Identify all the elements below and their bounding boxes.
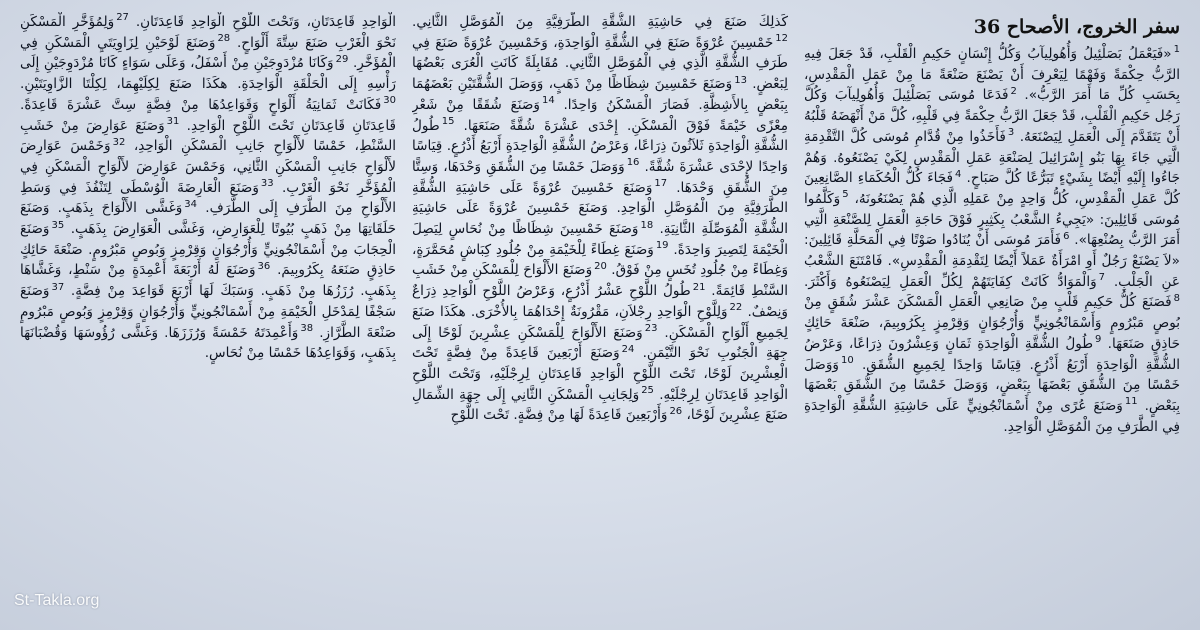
- verse-text: وَصَنَعَ الْعَارِضَةَ الْوُسْطَى لِتَنْفُذَ فِي وَسَطِ الأَلْوَاحِ مِنَ الطَّرَفِ إِلَى الطَّرَفِ.: [20, 179, 396, 217]
- column-right: [804, 12, 1180, 618]
- verse-number: 10: [840, 355, 854, 367]
- verse-text: وَغَشَّى الأَلْوَاحَ بِذَهَبٍ. وَصَنَعَ حَلَقَاتِهَا مِنْ ذَهَبٍ بُيُوتًا لِلْعَوَارِضِ، وَغَشَّى الْعَوَارِضَ بِذَهَبٍ.: [20, 200, 396, 238]
- verse-text: فَدَعَا مُوسَى بَصَلْئِيلَ وَأُهُولِيآبَ وَكُلَّ رَجُل حَكِيمِ الْقَلْبِ، قَدْ جَعَلَ الرَّبُّ حِكْمَةً فِي قَلْبِهِ، كُلَّ مَنْ أَنْهَضَهُ قَلْبُهُ أَنْ يَتَقَدَّمَ إِلَى الْعَمَلِ لِيَصْنَعَهُ.: [804, 87, 1180, 145]
- verse-number: 31: [166, 115, 180, 127]
- verse-number: 9: [1095, 334, 1102, 346]
- verse-text: وَصَنَعَ خَمْسِينَ شِظَاظًا مِنْ نُحَاسٍ لِيَصِلَ الْخَيْمَةَ لِتَصِيرَ وَاحِدَةً.: [412, 221, 788, 258]
- verse-text: فَجَاءَ كُلُّ الْحُكَمَاءِ الصَّانِعِينَ كُلَّ عَمَلِ الْمَقْدِسِ، كُلُّ وَاحِدٍ مِنْ عَمَلِهِ الَّذِي هُمْ يَصْنَعُونَهُ،: [804, 170, 1180, 207]
- site-watermark: St-Takla.org: [14, 592, 100, 609]
- verse-text: وَوَصَلَ خَمْسًا مِنَ الشُّقَقِ بَعْضَهَا بِبَعْضٍ، وَوَصَلَ خَمْسًا مِنَ الشُّقَقِ بَعْضَهَا بِبَعْضٍ.: [804, 356, 1180, 414]
- verse-text: وَصَنَعَ لَوْحَيْنِ لِزَاوِيَتَيِ الْمَسْكَنِ فِي الْمُؤَخَّرِ.: [20, 34, 396, 72]
- column-middle: [412, 12, 788, 618]
- verse-number: 7: [1098, 272, 1106, 284]
- verse-number: 17: [654, 178, 668, 190]
- verse-number: 2: [1010, 85, 1017, 97]
- verse-number: 8: [1173, 292, 1180, 304]
- verse-number: 27: [116, 12, 129, 24]
- verse-text: وَأَعْمِدَتَهُ خَمْسَةً وَرُزَزَهَا. وَغَشَّى رُؤُوسَهَا وَقُضْبَانَهَا بِذَهَبٍ، وَقَوَاعِدُهَا خَمْسًا مِنْ نُحَاسٍ.: [20, 324, 396, 362]
- verse: [804, 398, 1180, 435]
- verse-text: «فَيَعْمَلُ بَصَلْئِيلُ وَأُهُولِيآبُ وَكُلُّ إِنْسَانٍ حَكِيمِ الْقَلْبِ، قَدْ جَعَلَ فِيهِ الرَّبُّ حِكْمَةً وَفَهْمًا لِيَعْرِفَ أَنْ يَصْنَعَ صَنْعَةً مَا مِنْ عَمَلِ الْمَقْدِسِ، بِحَسَبِ كُلِّ مَا أَمَرَ الرَّبُّ».: [804, 46, 1180, 104]
- verse-number: 28: [217, 33, 231, 45]
- verse-text: طُولُ الشُّقَّةِ الْوَاحِدَةِ ثَمَانٍ وَعِشْرُونَ ذِرَاعًا، وَعَرْضُ الشُّقَّةِ الْوَاحِدَةِ أَرْبَعُ أَذْرُعٍ. قِيَاسًا وَاحِدًا لِجَمِيعِ الشُّقَقِ.: [804, 335, 1180, 373]
- verse-number: 20: [594, 260, 607, 272]
- text-columns: [20, 12, 1180, 618]
- verse-number: 21: [692, 281, 706, 293]
- verse-number: 26: [669, 405, 683, 417]
- verse-number: 29: [335, 53, 349, 65]
- verse-text: وَخَمْسَ عَوَارِضَ لأَلْوَاحِ جَانِبِ الْمَسْكَنِ الثَّانِي، وَخَمْسَ عَوَارِضَ لأَلْوَاحِ الْمَسْكَنِ فِي الْمُؤَخَّرِ نَحْوَ الْغَرْبِ.: [20, 138, 396, 196]
- verse-text: وَوَصَلَ خَمْسًا مِنَ الشُّقَقِ وَحْدَهَا، وَسِتًّا مِنَ الشُّقَقِ وَحْدَهَا.: [412, 158, 788, 196]
- verse-text: وَكَانَا مُزْدَوِجَيْنِ مِنْ أَسْفَلُ، وَعَلَى سَوَاءٍ كَانَا مُزْدَوِجَيْنِ إِلَى رَأْسِهِ إِلَى الْحَلْقَةِ الْوَاحِدَةِ. هكَذَا صَنَعَ لِكِلَيْهِمَا، لِكِلْتَا الزَّاوِيَتَيْنِ.: [20, 55, 396, 93]
- verse-text: وَصَنَعَ غِطَاءً لِلْخَيْمَةِ مِنْ جُلُودِ كِبَاشٍ مُحَمَّرَةٍ، وَغِطَاءً مِنْ جُلُودِ تُخَسٍ مِنْ فَوْقُ.: [412, 241, 788, 279]
- verse-text: وَلِلَّوْحِ الْوَاحِدِ رِجْلاَنِ، مَقْرُونَةٌ إِحْدَاهُمَا بِالأُخْرَى. هكَذَا صَنَعَ لِجَمِيعِ أَلْوَاحِ الْمَسْكَنِ.: [412, 303, 788, 341]
- verse-number: 16: [626, 157, 640, 169]
- verse-number: 18: [640, 219, 654, 231]
- verse-number: 33: [260, 178, 274, 190]
- verse-number: 35: [51, 219, 65, 231]
- verse-text: طُولُ اللَّوْحِ عَشْرُ أَذْرُعٍ، وَعَرْضُ اللَّوْحِ الْوَاحِدِ ذِرَاعٌ وَنِصْفٌ.: [412, 283, 788, 320]
- verse-text: وَصَنَعَ سَجْفًا لِمَدْخَلِ الْخَيْمَةِ مِنْ أَسْمَانْجُونِيٍّ وَأُرْجُوَانٍ وَقِرْمِزٍ وَبُوصٍ مَبْرُومٍ صَنْعَةَ الطَّرَّازِ.: [20, 283, 396, 341]
- verse: [412, 14, 788, 30]
- verse-number: 38: [300, 323, 314, 335]
- verse-number: 4: [955, 168, 962, 180]
- verse-text: وَصَنَعَ الْحِجَابَ مِنْ أَسْمَانْجُونِيٍّ وَأُرْجُوَانٍ وَقِرْمِزٍ وَبُوصٍ مَبْرُومٍ. صَنْعَةَ حَائِكٍ حَاذِقٍ صَنَعَهُ بِكَرُوبِيمَ.: [20, 221, 396, 279]
- verse-text: وَصَنَعَ عَوَارِضَ مِنْ خَشَبِ السَّنْطِ، خَمْسًا لأَلْوَاحِ جَانِبِ الْمَسْكَنِ الْوَاحِدِ،: [20, 117, 396, 155]
- verse-text: فَكَانَتْ ثَمَانِيَةُ أَلْوَاحٍ وَقَوَاعِدُهَا مِنْ فِضَّةٍ سِتَّ عَشْرَةَ قَاعِدَةً. قَاعِدَتَانِ قَاعِدَتَانِ تَحْتَ اللَّوْحِ الْوَاحِدِ.: [20, 96, 396, 134]
- verse-number: 19: [655, 240, 669, 252]
- verse-text: طُولُ الشُّقَّةِ الْوَاحِدَةِ ثَلاَثُونَ ذِرَاعًا، وَعَرْضُ الشُّقَّةِ الْوَاحِدَةِ أَرْبَعُ أَذْرُعٍ. قِيَاسًا وَاحِدًا لإِحْدَى عَشْرَةَ شُقَّةً.: [412, 117, 788, 175]
- verse: [451, 407, 683, 423]
- verse-text: خَمْسِينَ عُرْوَةً صَنَعَ فِي الشُّقَّةِ الْوَاحِدَةِ، وَخَمْسِينَ عُرْوَةً صَنَعَ فِي طَرَفِ الشُّقَّةِ الَّذِي فِي الْمُوَصَّلِ الثَّانِي. مُقَابِلَةً كَانَتِ الْعُرَى بَعْضُهَا لِبَعْضٍ.: [412, 34, 788, 93]
- verse-text: وَصَنَعَ الأَلْوَاحَ لِلْمَسْكَنِ مِنْ خَشَبِ السَّنْطِ قَائِمَةً.: [412, 262, 788, 300]
- verse-text: وَلِجَانِبِ الْمَسْكَنِ الثَّانِي إِلَى جِهَةِ الشِّمَالِ صَنَعَ عِشْرِينَ لَوْحًا،: [412, 386, 788, 424]
- verse-number: 14: [541, 95, 555, 107]
- verse-text: وَصَنَعَ خَمْسِينَ عُرْوَةً عَلَى حَاشِيَةِ الشُّقَّةِ الطَّرَفِيَّةِ مِنَ الْمُوَصَّلِ الْوَاحِدِ. وَصَنَعَ خَمْسِينَ عُرْوَةً عَلَى حَاشِيَةِ الشُّقَّةِ الْمُوَصِّلَةِ الثَّانِيَةِ.: [412, 179, 788, 238]
- verse-text: فَأَمَرَ مُوسَى أَنْ يُنَادُوا صَوْتًا فِي الْمَحَلَّةِ قَائِلِينَ: «لاَ يَصْنَعْ رَجُلٌ أَوِ امْرَأَةٌ عَمَلاً أَيْضًا لِتَقْدِمَةِ الْمَقْدِسِ». فَامْتَنَعَ الشَّعْبُ عَنِ الْجَلْبِ.: [804, 232, 1180, 290]
- verse-text: وَصَنَعَ لَهُ أَرْبَعَةَ أَعْمِدَةٍ مِنْ سَنْطٍ، وَغَشَّاهَا بِذَهَبٍ. رُزَزُهَا مِنْ ذَهَبٍ. وَسَبَكَ لَهَا أَرْبَعَ قَوَاعِدَ مِنْ فِضَّةٍ.: [20, 262, 396, 300]
- verse-text: وَصَنَعَ عُرًى مِنْ أَسْمَانْجُونِيٍّ عَلَى حَاشِيَةِ الشُّقَّةِ الْوَاحِدَةِ فِي الطَّرَفِ مِنَ الْمُوَصَّلِ الْوَاحِدِ.: [804, 397, 1180, 435]
- verse-number: 32: [112, 136, 126, 148]
- verse-text: وَأَرْبَعِينَ قَاعِدَةً لَهَا مِنْ فِضَّةٍ. تَحْتَ اللَّوْحِ: [450, 407, 668, 424]
- verse-text: وَكَلَّمُوا مُوسَى قَائِلِينَ: «يَجِيءُ الشَّعْبُ بِكَثِيرٍ فَوْقَ حَاجَةِ الْعَمَلِ لِلصَّنْعَةِ الَّتِي أَمَرَ الرَّبُّ بِصُنْعِهَا».: [804, 190, 1180, 249]
- verse-number: 34: [184, 198, 198, 210]
- verse-number: 3: [1007, 127, 1015, 139]
- verse-text: وَصَنَعَ أَرْبَعِينَ قَاعِدَةً مِنْ فِضَّةٍ تَحْتَ الْعِشْرِينَ لَوْحًا، تَحْتَ اللَّوْحِ الْوَاحِدِ قَاعِدَتَانِ لِرِجْلَيْهِ، وَتَحْتَ اللَّوْحِ الْوَاحِدِ قَاعِدَتَانِ لِرِجْلَيْهِ.: [412, 345, 788, 403]
- column-left: [20, 12, 396, 618]
- verse-number: 24: [621, 343, 635, 355]
- verse-number: 12: [775, 33, 788, 45]
- verse-number: 15: [441, 115, 455, 127]
- verse-number: 1: [1173, 44, 1180, 56]
- verse-number: 22: [729, 302, 743, 314]
- verse-text: فَأَخَذُوا مِنْ قُدَّامِ مُوسَى كُلَّ التَّقْدِمَةِ الَّتِي جَاءَ بِهَا بَنُو إِسْرَائِيلَ لِصَنْعَةِ عَمَلِ الْمَقْدِسِ لِكَيْ يَصْنَعُوهُ. وَهُمْ جَاءُوا إِلَيْهِ أَيْضًا بِشَيْءٍ تَبَرُّعًا كُلَّ صَبَاحٍ.: [804, 128, 1180, 187]
- verse: [804, 274, 1105, 290]
- verse-number: 37: [51, 281, 65, 293]
- verse-text: وَصَنَعَ شُقَقًا مِنْ شَعْرِ مِعْزًى خَيْمَةً فَوْقَ الْمَسْكَنِ. إِحْدَى عَشْرَةَ شُقَّةً صَنَعَهَا.: [412, 96, 788, 134]
- verse-text: فَصَنَعَ كُلُّ حَكِيمِ قَلْبٍ مِنْ صَانِعِي الْعَمَلِ الْمَسْكَنَ عَشْرَ شُقَقٍ مِنْ بُوصٍ مَبْرُومٍ وَأَسْمَانْجُونِيٍّ وَأُرْجُوَانٍ وَقِرْمِزٍ بِكَرُوبِيمَ، صَنْعَةَ حَائِكٍ حَاذِقٍ صَنَعَهَا.: [804, 294, 1180, 352]
- verse-text: وَالْمَوَادُّ كَانَتْ كِفَايَتَهُمْ لِكُلِّ الْعَمَلِ لِيَصْنَعُوهُ وَأَكْثَرَ.: [804, 273, 1097, 290]
- verse-text: وَلِمُؤَخَّرِ الْمَسْكَنِ نَحْوَ الْغَرْبِ صَنَعَ سِتَّةَ أَلْوَاحٍ.: [20, 14, 396, 51]
- verse-number: 30: [383, 95, 396, 107]
- verse-number: 23: [644, 323, 658, 335]
- verse-text: الْوَاحِدِ قَاعِدَتَانِ، وَتَحْتَ اللَّوْحِ الْوَاحِدِ قَاعِدَتَانِ.: [135, 14, 396, 30]
- verse-text: وَصَنَعَ الأَلْوَاحَ لِلْمَسْكَنِ عِشْرِينَ لَوْحًا إِلَى جِهَةِ الْجَنُوبِ نَحْوَ التَّيْمَنِ.: [412, 324, 788, 362]
- verse-number: 11: [1124, 396, 1138, 408]
- verse-number: 13: [734, 74, 747, 86]
- verse: [20, 55, 396, 92]
- verse-text: كَذلِكَ صَنَعَ فِي حَاشِيَةِ الشُّقَّةِ الطَّرَفِيَّةِ مِنَ الْمُوَصَّلِ الثَّانِي.: [412, 14, 788, 30]
- verse: [136, 14, 396, 30]
- verse-number: 25: [641, 385, 654, 397]
- verse-number: 5: [842, 189, 849, 201]
- verse-text: وَصَنَعَ خَمْسِينَ شِظَاظًا مِنْ ذَهَبٍ، وَوَصَلَ الشُّقَّتَيْنِ بَعْضَهُمَا بِبَعْضٍ بِالأَشِظَّةِ. فَصَارَ الْمَسْكَنُ وَاحِدًا.: [412, 76, 788, 113]
- chapter-title: سفر الخروج، الأصحاح 36: [973, 16, 1180, 38]
- verse-number: 6: [1063, 230, 1070, 242]
- verse-number: 36: [257, 260, 271, 272]
